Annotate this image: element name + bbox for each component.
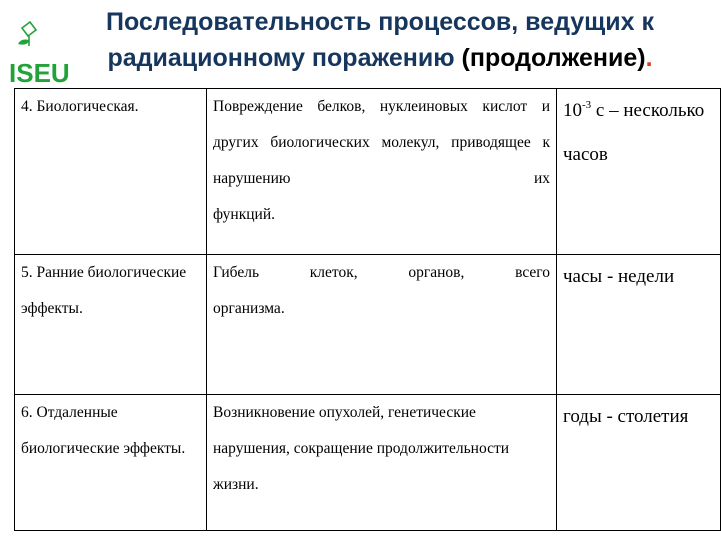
logo-text: ISEU xyxy=(9,58,70,88)
stage-cell xyxy=(15,255,207,395)
stage-label: 5. Ранние биологические эффекты. xyxy=(21,264,187,317)
title-line1: Последовательность процессов, ведущих к xyxy=(105,8,655,36)
title-paren: (продолжение) xyxy=(461,44,646,72)
stage-cell xyxy=(15,395,207,531)
description-text: Гибель клеток, органов, всего xyxy=(213,264,550,281)
description-cell xyxy=(207,89,557,255)
time-base: 10 xyxy=(563,100,582,121)
title-dot: . xyxy=(645,44,653,72)
process-table xyxy=(14,88,721,531)
time-label: часы - недели xyxy=(563,266,675,287)
table-row xyxy=(15,395,721,531)
stage-cell xyxy=(15,89,207,255)
time-cell xyxy=(557,89,721,255)
time-exponent: -3 xyxy=(582,99,592,111)
description-text-end: функций. xyxy=(213,206,275,223)
description-text-end: организма. xyxy=(213,300,285,317)
time-label: годы - столетия xyxy=(563,406,689,427)
description-cell xyxy=(207,395,557,531)
description-cell xyxy=(207,255,557,395)
table-row xyxy=(15,89,721,255)
title-line2: радиационному поражению xyxy=(107,44,462,72)
stage-label: 6. Отдаленные биологические эффекты. xyxy=(21,404,186,457)
page-title xyxy=(42,4,718,76)
table-row xyxy=(15,255,721,395)
time-rest: с – несколько часов xyxy=(563,100,705,165)
stage-label: 4. Биологическая. xyxy=(21,98,139,115)
description-text: Повреждение белков, нуклеиновых кислот и других биологических молекул, приводящее к нарушению их xyxy=(213,98,550,187)
description-text: Возникновение опухолей, генетические нарушения, сокращение продолжительности жизни. xyxy=(213,404,510,493)
time-cell xyxy=(557,395,721,531)
time-cell xyxy=(557,255,721,395)
